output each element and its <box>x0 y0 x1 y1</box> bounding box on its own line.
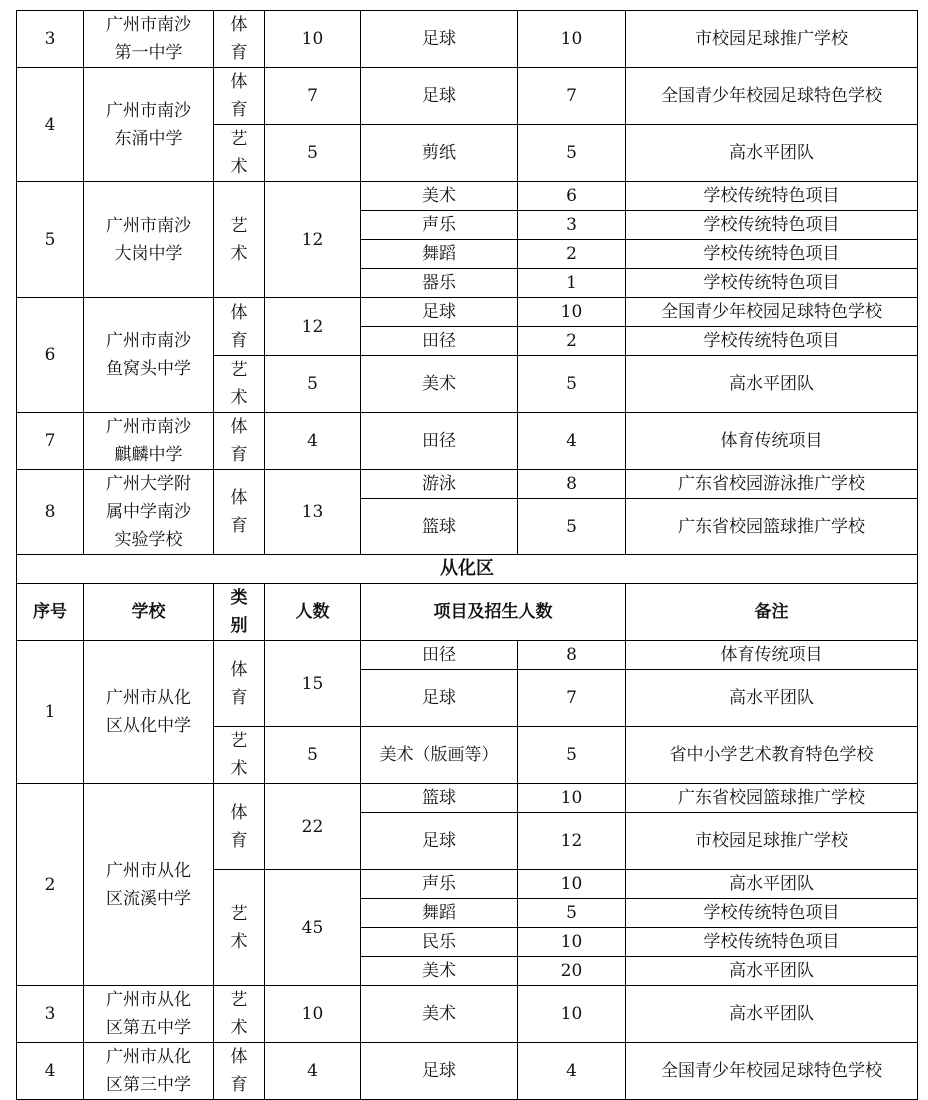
student-count: 13 <box>265 470 361 555</box>
student-count: 12 <box>265 298 361 356</box>
category-line: 体 <box>230 659 248 680</box>
project-name: 游泳 <box>361 470 518 499</box>
project-name: 田径 <box>361 413 518 470</box>
project-name: 足球 <box>361 670 518 727</box>
remark: 广东省校园篮球推广学校 <box>626 784 918 813</box>
remark: 学校传统特色项目 <box>626 211 918 240</box>
category <box>214 298 265 356</box>
school-name-line: 麒麟中学 <box>114 445 183 465</box>
category <box>214 413 265 470</box>
project-name: 美术 <box>361 986 518 1043</box>
section-title-row <box>17 555 918 584</box>
student-count: 12 <box>265 182 361 298</box>
category-line: 术 <box>230 931 248 952</box>
remark: 市校园足球推广学校 <box>626 813 918 870</box>
category <box>214 727 265 784</box>
category-line: 体 <box>230 802 248 823</box>
remark: 学校传统特色项目 <box>626 240 918 269</box>
school-name-line: 广州市南沙 <box>106 417 191 437</box>
school-name-line: 东涌中学 <box>114 128 183 149</box>
project-name: 民乐 <box>361 928 518 957</box>
project-name: 舞蹈 <box>361 240 518 269</box>
school-name-line: 广州大学附 <box>106 474 191 494</box>
student-count: 15 <box>265 641 361 727</box>
table-row <box>17 11 918 68</box>
project-quota: 8 <box>518 641 626 670</box>
school-number: 4 <box>17 1043 84 1100</box>
category-line: 术 <box>230 1018 248 1038</box>
school-number: 3 <box>17 986 84 1043</box>
table-row <box>17 986 918 1043</box>
project-quota: 5 <box>518 125 626 182</box>
header-no: 序号 <box>17 584 84 641</box>
project-quota: 20 <box>518 957 626 986</box>
school-name-line: 广州市从化 <box>106 990 191 1010</box>
category-line: 艺 <box>230 129 248 149</box>
school-name-line: 属中学南沙 <box>106 502 191 522</box>
project-quota: 4 <box>518 413 626 470</box>
school-name <box>84 1043 214 1100</box>
table-row <box>17 784 918 813</box>
category <box>214 1043 265 1100</box>
remark: 高水平团队 <box>626 670 918 727</box>
header-note: 备注 <box>626 584 918 641</box>
project-quota: 5 <box>518 899 626 928</box>
school-name-line: 鱼窝头中学 <box>106 359 191 379</box>
project-name: 美术（版画等） <box>361 727 518 784</box>
category-line: 术 <box>230 759 248 779</box>
remark: 市校园足球推广学校 <box>626 11 918 68</box>
project-name: 田径 <box>361 327 518 356</box>
project-name: 足球 <box>361 813 518 870</box>
category-line: 艺 <box>230 731 248 751</box>
remark: 广东省校园篮球推广学校 <box>626 499 918 555</box>
project-name: 美术 <box>361 957 518 986</box>
school-number: 1 <box>17 641 84 784</box>
remark: 高水平团队 <box>626 957 918 986</box>
project-quota: 1 <box>518 269 626 298</box>
school-number: 7 <box>17 413 84 470</box>
project-quota: 10 <box>518 784 626 813</box>
school-name <box>84 986 214 1043</box>
project-quota: 10 <box>518 298 626 327</box>
category <box>214 68 265 125</box>
project-name: 足球 <box>361 11 518 68</box>
category-line: 育 <box>230 43 248 63</box>
category-line: 育 <box>230 1075 248 1095</box>
school-number: 2 <box>17 784 84 986</box>
category-line: 艺 <box>230 215 248 236</box>
school-name <box>84 182 214 298</box>
remark: 体育传统项目 <box>626 413 918 470</box>
section-title: 从化区 <box>17 555 918 584</box>
table-row <box>17 298 918 327</box>
school-name-line: 区第五中学 <box>106 1018 191 1038</box>
category <box>214 470 265 555</box>
category-line: 体 <box>230 302 248 323</box>
category-line: 体 <box>230 488 248 508</box>
school-number: 5 <box>17 182 84 298</box>
remark: 高水平团队 <box>626 125 918 182</box>
student-count: 10 <box>265 11 361 68</box>
category <box>214 125 265 182</box>
school-name-line: 区流溪中学 <box>106 888 191 909</box>
school-number: 6 <box>17 298 84 413</box>
student-count: 5 <box>265 356 361 413</box>
category-line: 体 <box>230 1047 248 1067</box>
project-name: 足球 <box>361 298 518 327</box>
category <box>214 870 265 986</box>
school-name-line: 广州市南沙 <box>106 215 191 236</box>
remark: 广东省校园游泳推广学校 <box>626 470 918 499</box>
category-line: 体 <box>230 417 248 437</box>
category-line: 艺 <box>230 903 248 924</box>
category-line: 艺 <box>230 990 248 1010</box>
school-name <box>84 298 214 413</box>
project-quota: 10 <box>518 986 626 1043</box>
school-name <box>84 413 214 470</box>
project-quota: 2 <box>518 240 626 269</box>
school-name-line: 第一中学 <box>114 43 183 63</box>
project-name: 美术 <box>361 356 518 413</box>
student-count: 5 <box>265 125 361 182</box>
remark: 全国青少年校园足球特色学校 <box>626 68 918 125</box>
category-line: 体 <box>230 72 248 92</box>
header-count: 人数 <box>265 584 361 641</box>
remark: 高水平团队 <box>626 356 918 413</box>
project-name: 美术 <box>361 182 518 211</box>
remark: 全国青少年校园足球特色学校 <box>626 1043 918 1100</box>
table-row <box>17 182 918 211</box>
project-quota: 5 <box>518 499 626 555</box>
project-name: 声乐 <box>361 211 518 240</box>
project-name: 器乐 <box>361 269 518 298</box>
project-quota: 10 <box>518 11 626 68</box>
project-quota: 4 <box>518 1043 626 1100</box>
project-name: 篮球 <box>361 784 518 813</box>
project-quota: 6 <box>518 182 626 211</box>
remark: 体育传统项目 <box>626 641 918 670</box>
project-name: 声乐 <box>361 870 518 899</box>
header-category-line: 别 <box>230 616 248 636</box>
table-row <box>17 1043 918 1100</box>
student-count: 22 <box>265 784 361 870</box>
category <box>214 641 265 727</box>
school-name-line: 大岗中学 <box>114 243 183 264</box>
header-category <box>214 584 265 641</box>
school-number: 3 <box>17 11 84 68</box>
school-name <box>84 68 214 182</box>
student-count: 10 <box>265 986 361 1043</box>
school-name-line: 广州市从化 <box>106 688 191 708</box>
school-name <box>84 11 214 68</box>
project-quota: 10 <box>518 928 626 957</box>
category-line: 育 <box>230 687 248 708</box>
project-quota: 3 <box>518 211 626 240</box>
category <box>214 182 265 298</box>
header-school: 学校 <box>84 584 214 641</box>
category-line: 育 <box>230 100 248 120</box>
school-number: 8 <box>17 470 84 555</box>
project-name: 篮球 <box>361 499 518 555</box>
header-category-line: 类 <box>230 588 248 608</box>
remark: 高水平团队 <box>626 870 918 899</box>
header-row <box>17 584 918 641</box>
category <box>214 11 265 68</box>
project-name: 舞蹈 <box>361 899 518 928</box>
remark: 全国青少年校园足球特色学校 <box>626 298 918 327</box>
student-count: 4 <box>265 413 361 470</box>
project-quota: 8 <box>518 470 626 499</box>
remark: 学校传统特色项目 <box>626 327 918 356</box>
table-row <box>17 68 918 125</box>
student-count: 4 <box>265 1043 361 1100</box>
enrollment-table <box>16 10 918 1100</box>
project-quota: 7 <box>518 670 626 727</box>
remark: 高水平团队 <box>626 986 918 1043</box>
project-name: 足球 <box>361 1043 518 1100</box>
school-name-line: 实验学校 <box>114 530 183 550</box>
school-name-line: 广州市从化 <box>106 860 191 881</box>
category-line: 艺 <box>230 360 248 380</box>
project-name: 剪纸 <box>361 125 518 182</box>
school-name-line: 区从化中学 <box>106 716 191 736</box>
remark: 学校传统特色项目 <box>626 269 918 298</box>
table-row <box>17 470 918 499</box>
school-name-line: 广州市南沙 <box>106 15 191 35</box>
header-project: 项目及招生人数 <box>361 584 626 641</box>
category-line: 育 <box>230 445 248 465</box>
project-name: 足球 <box>361 68 518 125</box>
category-line: 育 <box>230 330 248 351</box>
table-row <box>17 413 918 470</box>
student-count: 5 <box>265 727 361 784</box>
category-line: 育 <box>230 830 248 851</box>
category-line: 术 <box>230 243 248 264</box>
school-number: 4 <box>17 68 84 182</box>
project-quota: 5 <box>518 727 626 784</box>
category <box>214 986 265 1043</box>
remark: 省中小学艺术教育特色学校 <box>626 727 918 784</box>
category-line: 体 <box>230 15 248 35</box>
remark: 学校传统特色项目 <box>626 899 918 928</box>
table-row <box>17 641 918 670</box>
remark: 学校传统特色项目 <box>626 182 918 211</box>
project-quota: 12 <box>518 813 626 870</box>
category <box>214 784 265 870</box>
category-line: 术 <box>230 388 248 408</box>
remark: 学校传统特色项目 <box>626 928 918 957</box>
category-line: 术 <box>230 157 248 177</box>
student-count: 7 <box>265 68 361 125</box>
project-quota: 5 <box>518 356 626 413</box>
project-quota: 10 <box>518 870 626 899</box>
category <box>214 356 265 413</box>
project-quota: 2 <box>518 327 626 356</box>
school-name-line: 广州市从化 <box>106 1047 191 1067</box>
school-name <box>84 470 214 555</box>
category-line: 育 <box>230 516 248 536</box>
student-count: 45 <box>265 870 361 986</box>
school-name <box>84 784 214 986</box>
school-name-line: 广州市南沙 <box>106 331 191 351</box>
project-name: 田径 <box>361 641 518 670</box>
project-quota: 7 <box>518 68 626 125</box>
school-name <box>84 641 214 784</box>
school-name-line: 区第三中学 <box>106 1075 191 1095</box>
enrollment-document <box>16 10 918 1100</box>
school-name-line: 广州市南沙 <box>106 100 191 121</box>
